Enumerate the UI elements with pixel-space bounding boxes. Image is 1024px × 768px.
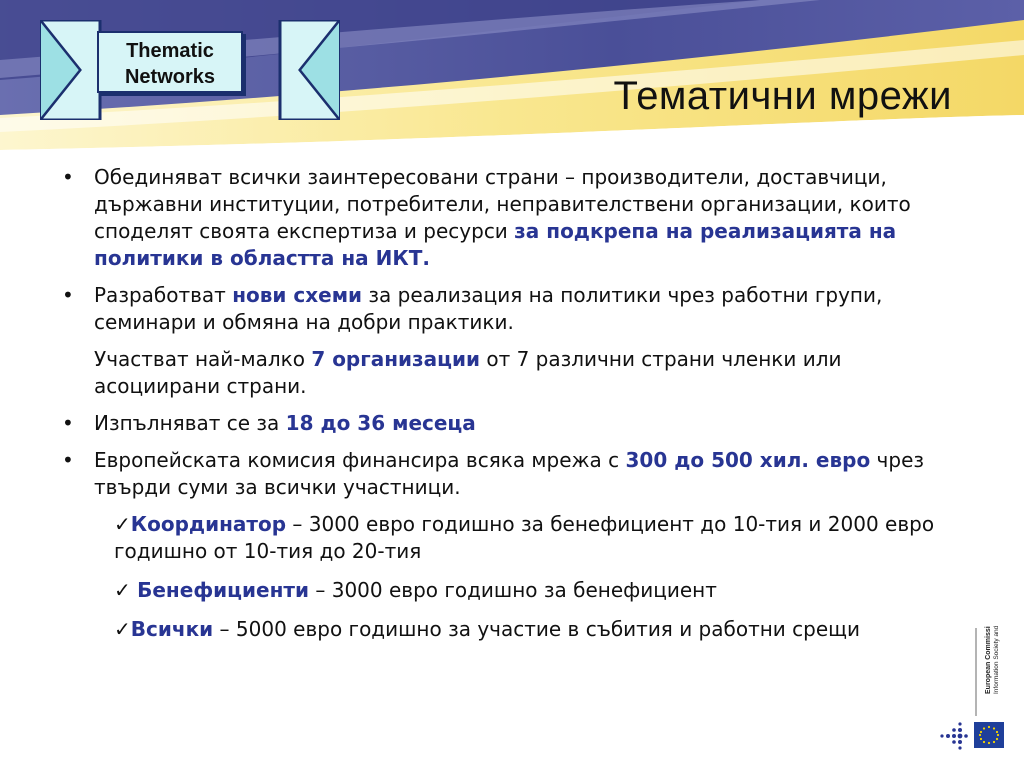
slide-content (62, 164, 966, 655)
bullet-marker: • (62, 165, 74, 189)
ec-logo-line1: European Commission (985, 626, 992, 694)
bullet-marker: • (62, 283, 74, 307)
bullet-text: Разработват (94, 283, 233, 307)
check-item (62, 511, 966, 565)
dots-icon (940, 722, 967, 749)
bullet-marker: • (62, 448, 74, 472)
slide-title: Тематични мрежи (613, 74, 952, 118)
checkmark-icon: ✓ (114, 617, 131, 641)
check-text: – 3000 евро годишно за бенефициент (309, 578, 717, 602)
bullet-highlight: 18 до 36 месеца (285, 411, 476, 435)
checkmark-icon: ✓ (114, 512, 131, 536)
thematic-networks-logo (40, 20, 340, 120)
bullet-text: Изпълняват се за (94, 411, 286, 435)
check-label: Бенефициенти (137, 578, 309, 602)
check-label: Всички (130, 617, 214, 641)
bullet-item (62, 282, 962, 336)
bullet-text: Европейската комисия финансира всяка мрежа с (94, 448, 626, 472)
check-text: – 5000 евро годишно за участие в събития и работни срещи (213, 617, 860, 641)
bullet-item (62, 164, 962, 272)
bullet-text: за реализация на политики чрез работни групи, семинари и обмяна на добри практики. (94, 283, 883, 334)
bullet-item (62, 410, 962, 437)
logo-label (97, 31, 243, 93)
check-item (62, 616, 962, 643)
bullet-highlight: за подкрепа на реализацията на политики в областта на ИКТ. (94, 219, 897, 270)
paragraph (62, 346, 962, 400)
ec-logo-line2: Information Society and Media (993, 626, 1000, 694)
bullet-marker: • (62, 411, 74, 435)
logo-line2: Networks (124, 66, 216, 88)
check-label: Координатор (130, 512, 287, 536)
check-text: – 3000 евро годишно за бенефициент до 10-тия и 2000 евро годишно от 10-тия до 20-тия (114, 512, 966, 563)
bullet-text: Обединяват всички заинтересовани страни – производители, доставчици, държавни институции, потребители, неправителствени организации, които споделят своята експертиза и ресурси (94, 165, 911, 243)
bullet-item (62, 447, 962, 501)
checkmark-icon: ✓ (114, 578, 138, 602)
check-item (62, 577, 962, 604)
paragraph-text: Участват най-малко (94, 347, 312, 371)
paragraph-highlight: 7 организации (311, 347, 480, 371)
bullet-highlight: 300 до 500 хил. евро (625, 448, 871, 472)
logo-line1: Thematic (126, 40, 214, 62)
bullet-highlight: нови схеми (232, 283, 363, 307)
paragraph-text: от 7 различни страни членки или асоциирани страни. (94, 347, 842, 398)
european-commission-logo (938, 626, 1008, 754)
bullet-text: чрез твърди суми за всички участници. (94, 448, 925, 499)
